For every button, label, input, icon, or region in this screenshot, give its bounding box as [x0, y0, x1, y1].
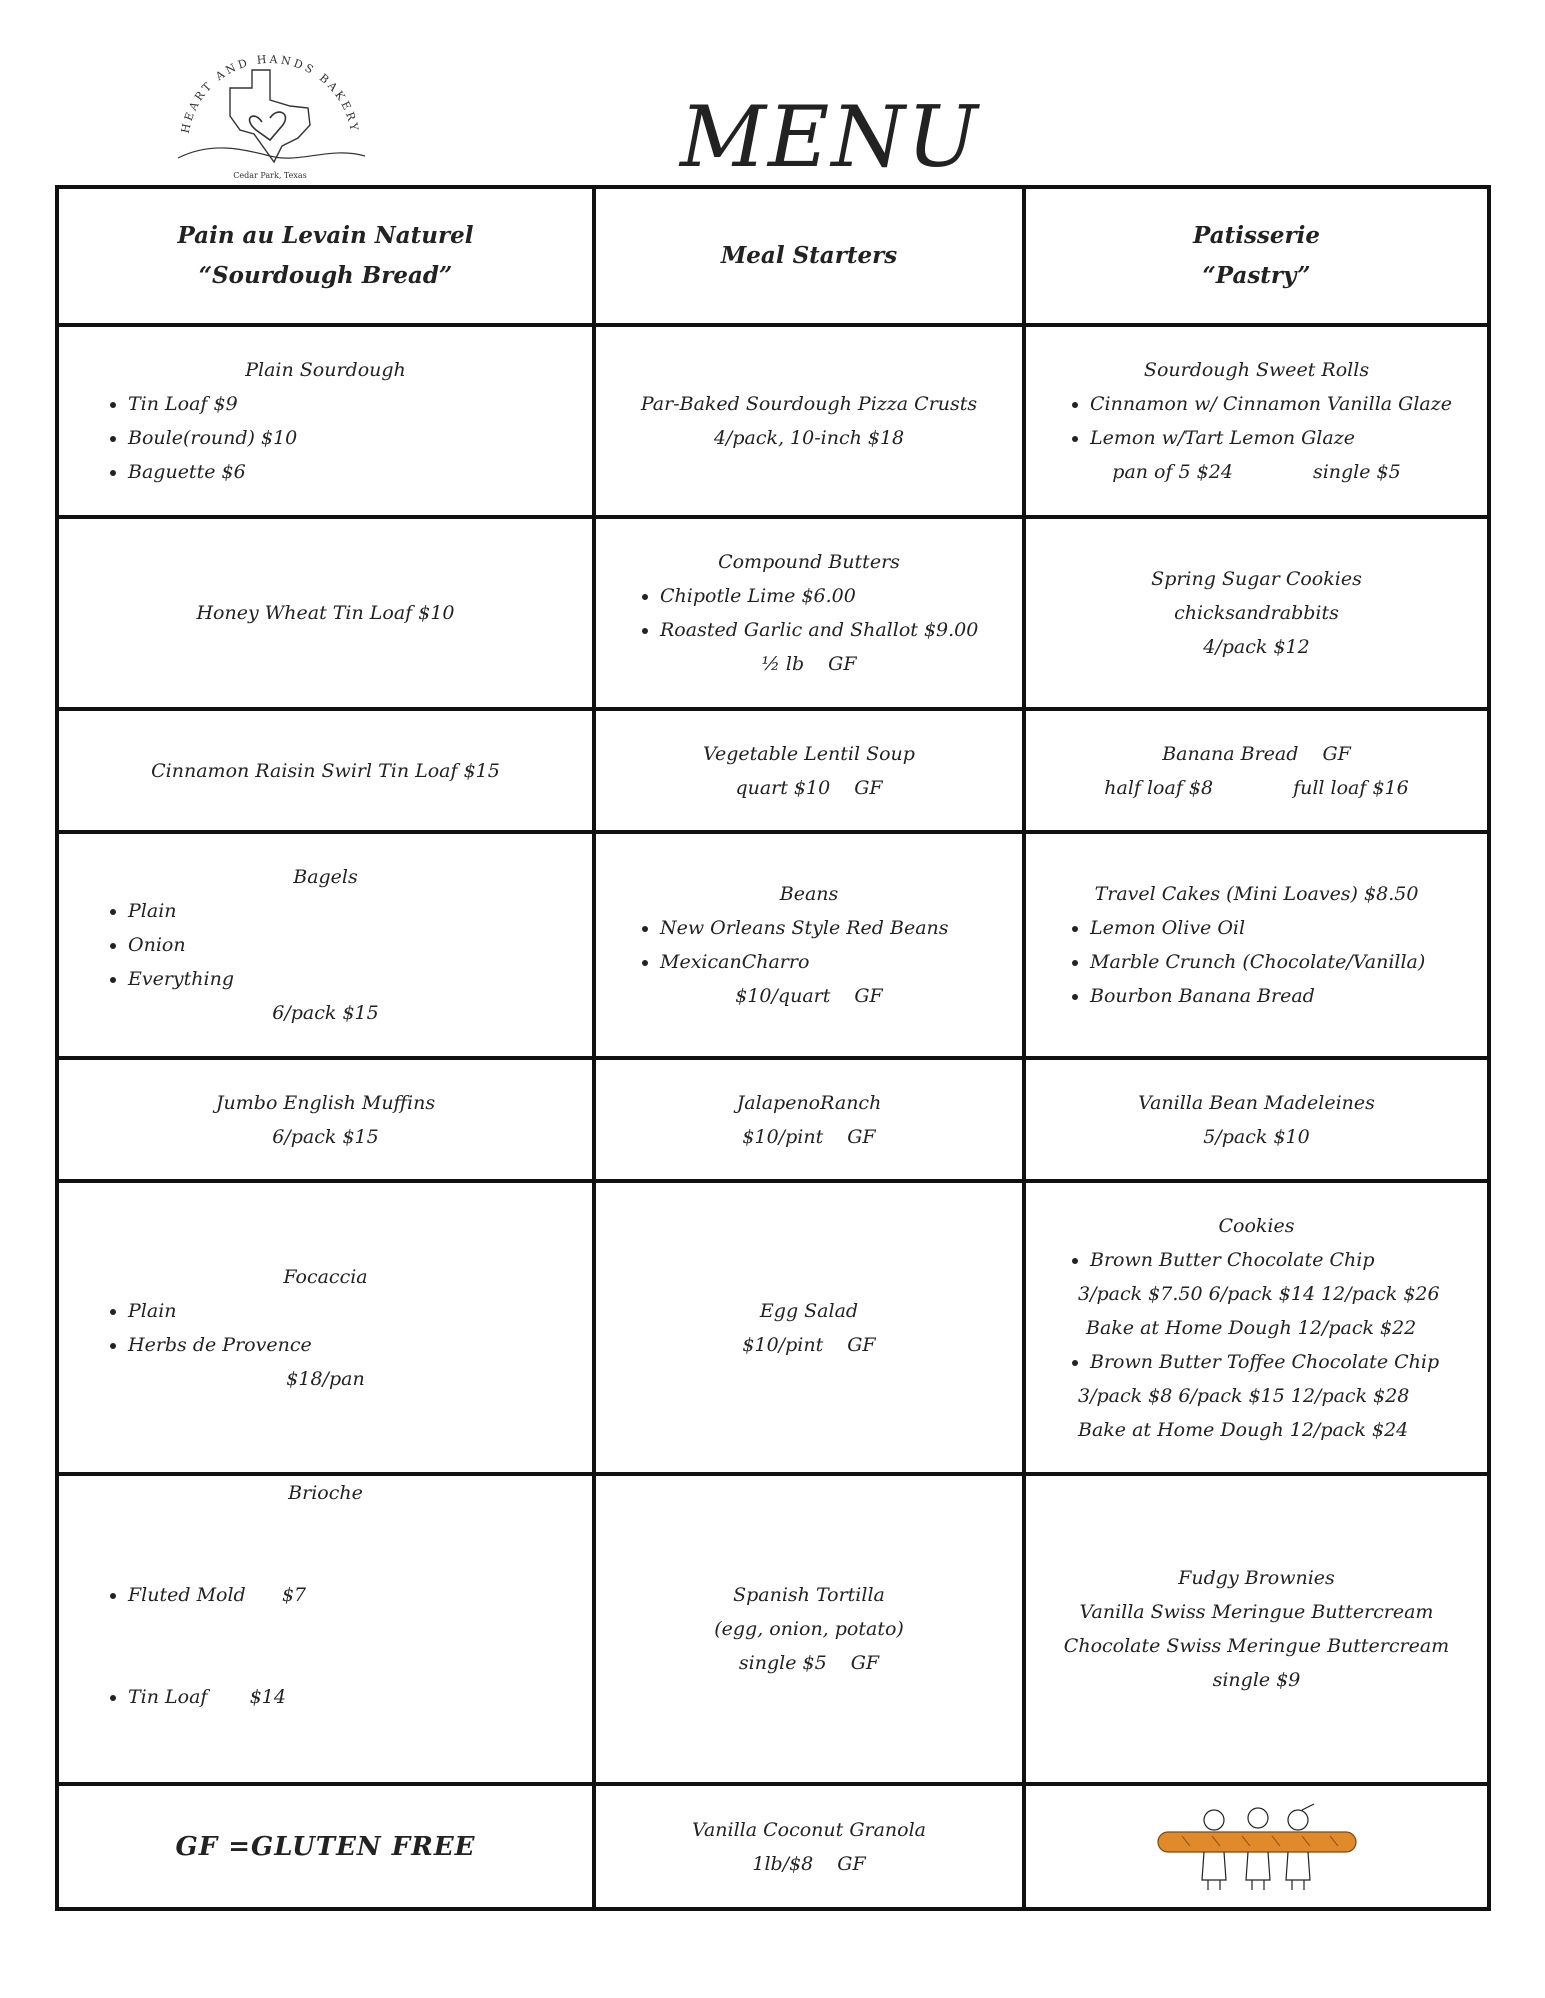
- list-item: • Plain: [128, 894, 578, 928]
- cell-cookies: Cookies • Brown Butter Chocolate Chip 3/pack $7.50 6/pack $14 12/pack $26 Bake at Home Dough 12/pack $22 • Brown Butter Toffee Chocolate Chip 3/pack $8 6/pack $15 12/pack $28 Bake at Home Dough 12/pack $24: [1024, 1181, 1489, 1474]
- list-item: • Roasted Garlic and Shallot $9.00: [660, 613, 1008, 647]
- cell-focaccia: Focaccia • Plain • Herbs de Provence $18/pan: [57, 1181, 594, 1474]
- list-focaccia: [73, 1294, 578, 1362]
- list-item: • Baguette $6: [128, 455, 578, 489]
- list-compound-butters: [610, 579, 1008, 647]
- cell-compound-butters: Compound Butters • Chipotle Lime $6.00 • Roasted Garlic and Shallot $9.00 ½ lb GF: [594, 517, 1024, 709]
- list-beans: [610, 911, 1008, 979]
- table-row: [57, 325, 1489, 517]
- cell-beans: Beans • New Orleans Style Red Beans • MexicanCharro $10/quart GF: [594, 832, 1024, 1058]
- table-row: [57, 709, 1489, 832]
- cell-sugar-cookies: Spring Sugar Cookies chicksandrabbits 4/pack $12: [1024, 517, 1489, 709]
- list-item: • Lemon w/Tart Lemon Glaze: [1090, 421, 1473, 455]
- cell-english-muffins: Jumbo English Muffins 6/pack $15: [57, 1058, 594, 1181]
- table-row: [57, 1784, 1489, 1909]
- cell-travel-cakes: Travel Cakes (Mini Loaves) $8.50 • Lemon Olive Oil • Marble Crunch (Chocolate/Vanilla) • Bourbon Banana Bread: [1024, 832, 1489, 1058]
- cell-brownies: Fudgy Brownies Vanilla Swiss Meringue Buttercream Chocolate Swiss Meringue Buttercream single $9: [1024, 1474, 1489, 1784]
- list-item: • Everything: [128, 962, 578, 996]
- cell-spanish-tortilla: Spanish Tortilla (egg, onion, potato) single $5 GF: [594, 1474, 1024, 1784]
- cell-gf-legend: [57, 1784, 594, 1909]
- list-item: • Marble Crunch (Chocolate/Vanilla): [1090, 945, 1473, 979]
- baguette-people-illustration: [1152, 1802, 1362, 1892]
- list-travel-cakes: [1040, 911, 1473, 1013]
- list-plain-sourdough: [73, 387, 578, 489]
- logo-location: Cedar Park, Texas: [233, 171, 307, 180]
- column-header-pastry: Patisserie “Pastry”: [1024, 187, 1489, 325]
- list-item: • New Orleans Style Red Beans: [660, 911, 1008, 945]
- table-row: [57, 1474, 1489, 1784]
- list-item: • Boule(round) $10: [128, 421, 578, 455]
- cell-madeleines: Vanilla Bean Madeleines 5/pack $10: [1024, 1058, 1489, 1181]
- list-sweet-rolls: [1040, 387, 1473, 455]
- list-item: • Fluted Mold $7: [128, 1578, 578, 1612]
- list-item: • Cinnamon w/ Cinnamon Vanilla Glaze: [1090, 387, 1473, 421]
- cell-banana-bread: Banana Bread GF half loaf $8 full loaf $16: [1024, 709, 1489, 832]
- cell-cinnamon-raisin: Cinnamon Raisin Swirl Tin Loaf $15: [57, 709, 594, 832]
- cell-sweet-rolls: Sourdough Sweet Rolls • Cinnamon w/ Cinnamon Vanilla Glaze • Lemon w/Tart Lemon Glaze pan of 5 $24 single $5: [1024, 325, 1489, 517]
- page-title: MENU: [680, 88, 980, 186]
- list-item: • Brown Butter Toffee Chocolate Chip 3/pack $8 6/pack $15 12/pack $28 Bake at Home Dough 12/pack $24: [1090, 1345, 1473, 1447]
- gf-legend: GF =GLUTEN FREE: [175, 1831, 476, 1862]
- table-row: [57, 832, 1489, 1058]
- cell-granola: Vanilla Coconut Granola 1lb/$8 GF: [594, 1784, 1024, 1909]
- cell-pizza-crusts: Par-Baked Sourdough Pizza Crusts 4/pack, 10-inch $18: [594, 325, 1024, 517]
- cell-illustration: [1024, 1784, 1489, 1909]
- table-row: [57, 1058, 1489, 1181]
- column-header-meal-starters: Meal Starters: [594, 187, 1024, 325]
- list-brioche: [73, 1510, 578, 1782]
- list-bagels: [73, 894, 578, 996]
- list-item: • Chipotle Lime $6.00: [660, 579, 1008, 613]
- list-item: • Plain: [128, 1294, 578, 1328]
- cell-egg-salad: Egg Salad $10/pint GF: [594, 1181, 1024, 1474]
- bakery-logo: [170, 30, 370, 180]
- list-item: • Tin Loaf $14: [128, 1680, 578, 1714]
- list-item: • Bourbon Banana Bread: [1090, 979, 1473, 1013]
- table-row: [57, 1181, 1489, 1474]
- list-item: • Onion: [128, 928, 578, 962]
- menu-table: [55, 185, 1491, 1911]
- cell-brioche: Brioche • Fluted Mold $7 • Tin Loaf $14: [57, 1474, 594, 1784]
- list-item: • MexicanCharro: [660, 945, 1008, 979]
- table-row: [57, 517, 1489, 709]
- header-row: [57, 187, 1489, 325]
- cell-honey-wheat: Honey Wheat Tin Loaf $10: [57, 517, 594, 709]
- list-item: • Lemon Olive Oil: [1090, 911, 1473, 945]
- list-item: • Brown Butter Chocolate Chip 3/pack $7.50 6/pack $14 12/pack $26 Bake at Home Dough 12/pack $22: [1090, 1243, 1473, 1345]
- list-item: • Tin Loaf $9: [128, 387, 578, 421]
- cell-plain-sourdough: Plain Sourdough • Tin Loaf $9 • Boule(round) $10 • Baguette $6: [57, 325, 594, 517]
- cell-jalapeno-ranch: JalapenoRanch $10/pint GF: [594, 1058, 1024, 1181]
- logo-arc-text: HEART AND HANDS BAKERY: [178, 52, 362, 135]
- list-cookies: [1040, 1243, 1473, 1447]
- list-item: • Herbs de Provence: [128, 1328, 578, 1362]
- cell-lentil-soup: Vegetable Lentil Soup quart $10 GF: [594, 709, 1024, 832]
- column-header-sourdough: Pain au Levain Naturel “Sourdough Bread”: [57, 187, 594, 325]
- cell-bagels: Bagels • Plain • Onion • Everything 6/pack $15: [57, 832, 594, 1058]
